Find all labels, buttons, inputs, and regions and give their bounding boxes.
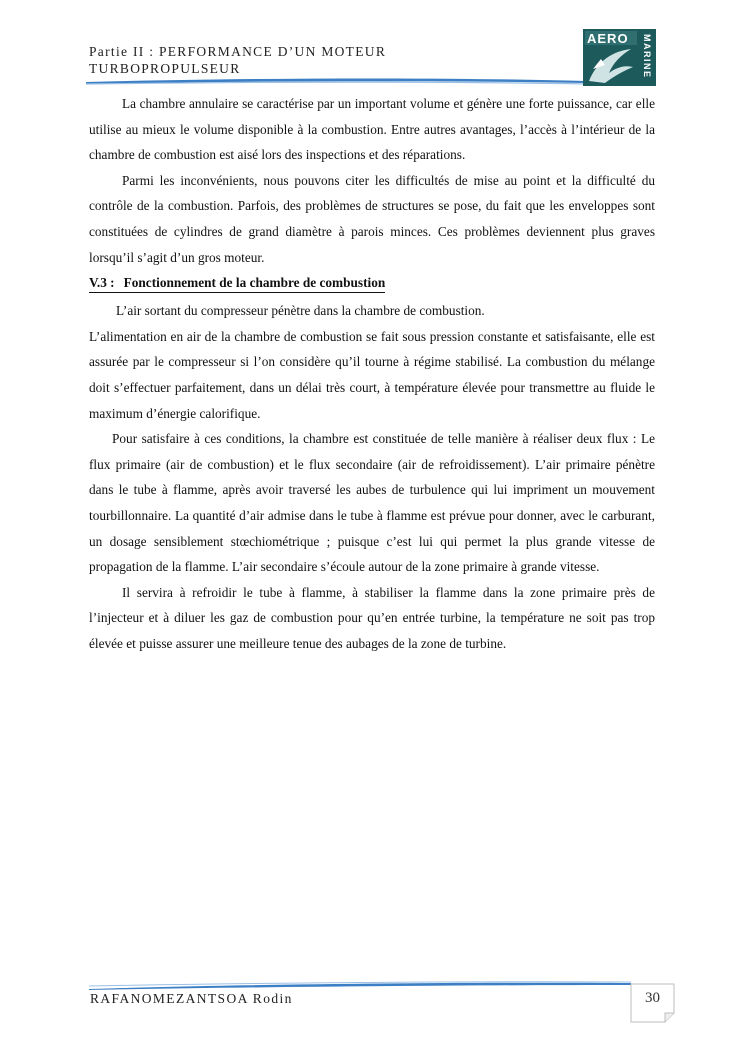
- header-title-line2: TURBOPROPULSEUR: [89, 61, 241, 76]
- paragraph-5: Pour satisfaire à ces conditions, la chambre est constituée de telle manière à réaliser deux flux : Le flux primaire (air de combustion) et le flux secondaire (air de refroidissement). L’air primaire pénètre dans le tube à flamme, après avoir traversé les aubes de turbulence qui lui impriment un mouvement tourbillonnaire. La quantité d’air admise dans le tube à flamme est prévue pour donner, avec le carburant, un dosage sensiblement stœchiométrique ; puisque c’est lui qui permet la plus grande vitesse de propagation de la flamme. L’air secondaire s’écoule autour de la zone primaire à grande vitesse.: [89, 431, 655, 575]
- section-title: Fonctionnement de la chambre de combustion: [123, 275, 386, 291]
- document-body: [89, 91, 655, 656]
- footer-swoosh-line: [89, 981, 631, 990]
- header-swoosh-line: [86, 76, 586, 85]
- logo-text-aero: AERO: [587, 31, 629, 46]
- footer-author: RAFANOMEZANTSOA Rodin: [90, 991, 293, 1006]
- paragraph-3: L’air sortant du compresseur pénètre dans la chambre de combustion.: [116, 303, 485, 319]
- section-number: V.3 :: [89, 275, 115, 291]
- paragraph-6: Il servira à refroidir le tube à flamme, à stabiliser la flamme dans la zone primaire près de l’injecteur et à diluer les gaz de combustion pour qu’en entrée turbine, la température ne soit pas trop élevée et puisse assurer une meilleure tenue des aubages de la zone de turbine.: [89, 584, 655, 651]
- logo-text-marine: MARINE: [642, 34, 652, 79]
- aeromarine-logo: [583, 29, 656, 86]
- paragraph-2: Parmi les inconvénients, nous pouvons citer les difficultés de mise au point et la difficulté du contrôle de la combustion. Parfois, des problèmes de structures se pose, du fait que les enveloppes sont constituées de cylindres de grand diamètre à parois minces. Ces problèmes deviennent plus graves lorsqu’il s’agit d’un gros moteur.: [89, 172, 655, 265]
- paragraph-4: L’alimentation en air de la chambre de combustion se fait sous pression constante et satisfaisante, elle est assurée par le compresseur si l’on considère qu’il tourne à régime stabilisé. La combustion du mélange doit s’effectuer parfaitement, dans un délai très court, à température élevée pour transmettre au fluide le maximum d’énergie calorifique.: [89, 328, 655, 421]
- header-title-line1: Partie II : PERFORMANCE D’UN MOTEUR: [89, 44, 387, 59]
- header-title: [89, 43, 529, 77]
- paragraph-1: La chambre annulaire se caractérise par un important volume et génère une forte puissance, car elle utilise au mieux le volume disponible à la combustion. Entre autres avantages, l’accès à l’intérieur de la chambre de combustion est aisé lors des inspections et des réparations.: [89, 96, 655, 163]
- section-heading: [89, 273, 385, 293]
- page-number: 30: [645, 990, 660, 1006]
